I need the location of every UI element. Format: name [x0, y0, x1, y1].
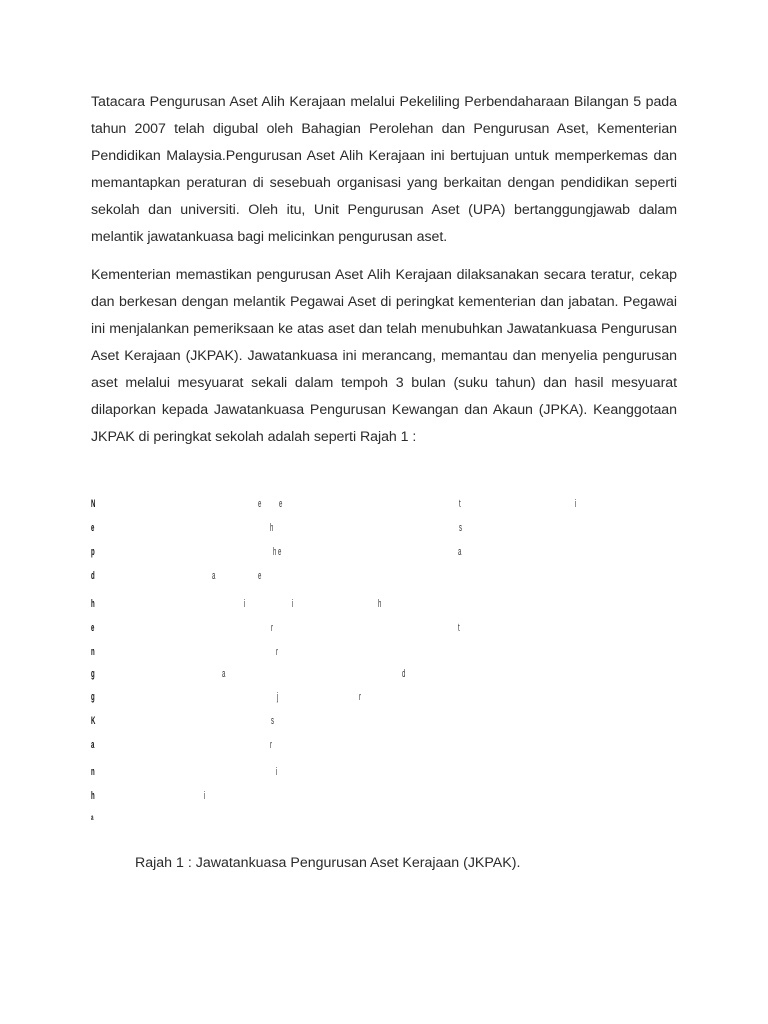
figure-glyph: a: [222, 668, 226, 680]
figure-caption: Rajah 1 : Jawatankuasa Pengurusan Aset Kerajaan (JKPAK).: [135, 855, 521, 871]
figure-glyph: n: [91, 766, 95, 778]
paragraph-intro: Tatacara Pengurusan Aset Alih Kerajaan melalui Pekeliling Perbendaharaan Bilangan 5 pada tahun 2007 telah digubal oleh Bahagian Perolehan dan Pengurusan Aset, Kementerian Pendidikan Malaysia.Pengurusan Aset Alih Kerajaan ini bertujuan untuk memperkemas dan memantapkan peraturan di sesebuah organisasi yang berkaitan dengan pendidikan seperti sekolah dan universiti. Oleh itu, Unit Pengurusan Aset (UPA) bertanggungjawab dalam melantik jawatankuasa bagi melicinkan pengurusan aset.: [91, 94, 677, 245]
figure-glyph: d: [91, 570, 95, 582]
paragraph-jkpak: Kementerian memastikan pengurusan Aset Alih Kerajaan dilaksanakan secara teratur, cekap dan berkesan dengan melantik Pegawai Aset di peringkat kementerian dan jabatan. Pegawai ini menjalankan pemeriksaan ke atas aset dan telah menubuhkan Jawatankuasa Pengurusan Aset Kerajaan (JKPAK). Jawatankuasa ini merancang, memantau dan menyelia pengurusan aset melalui mesyuarat sekali dalam tempoh 3 bulan (suku tahun) dan hasil mesyuarat dilaporkan kepada Jawatankuasa Pengurusan Kewangan dan Akaun (JPKA). Keanggotaan JKPAK di peringkat sekolah adalah seperti Rajah 1 :: [91, 267, 677, 445]
figure-glyph: e: [91, 522, 95, 534]
figure-glyph: e: [258, 498, 262, 510]
figure-glyph: a: [212, 570, 216, 582]
figure-glyph: r: [270, 739, 273, 751]
figure-glyph: r: [271, 622, 274, 634]
figure-glyph: e: [91, 622, 95, 634]
figure-glyph: a: [91, 739, 95, 751]
figure-glyph: d: [402, 668, 406, 680]
figure-glyph: h: [270, 522, 274, 534]
figure-glyph: h: [91, 598, 95, 610]
figure-glyph: i: [244, 598, 246, 610]
figure-glyph: N: [91, 498, 96, 510]
figure-glyph: a: [458, 546, 462, 558]
figure-glyph: g: [91, 691, 95, 703]
figure-glyph: i: [204, 790, 206, 802]
figure-glyph: i: [575, 498, 577, 510]
figure-glyph: i: [292, 598, 294, 610]
figure-glyph: g: [91, 668, 95, 680]
figure-glyph: e: [279, 498, 283, 510]
figure-glyph: t: [459, 498, 461, 510]
figure-glyph: n: [91, 646, 95, 658]
figure-glyph: K: [91, 715, 96, 727]
figure-glyph: a: [91, 813, 94, 822]
figure-glyph: i: [276, 766, 278, 778]
figure-glyph: h: [91, 790, 95, 802]
figure-glyph: r: [276, 646, 279, 658]
figure-glyph: s: [459, 522, 463, 534]
figure-glyph: h e: [273, 546, 282, 558]
figure-glyph: j: [277, 691, 279, 703]
figure-glyph: t: [458, 622, 460, 634]
figure-glyph: p: [91, 546, 95, 558]
figure-glyph: r: [359, 691, 362, 703]
figure-glyph: s: [271, 715, 275, 727]
figure-glyph: h: [378, 598, 382, 610]
figure-glyph: e: [258, 570, 262, 582]
